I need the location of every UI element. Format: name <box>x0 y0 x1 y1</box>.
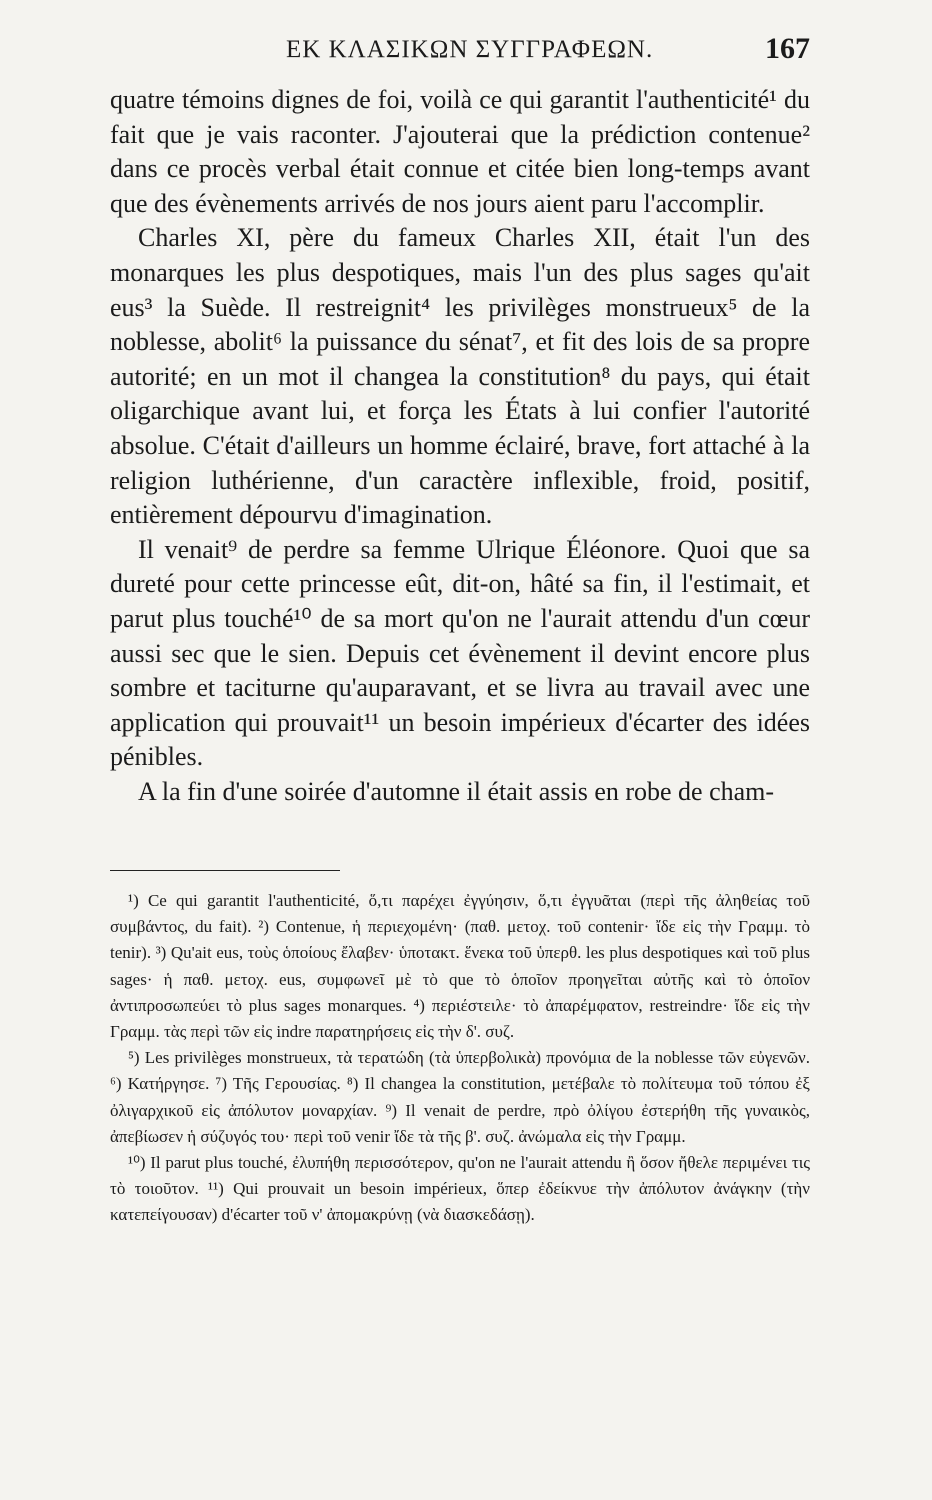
paragraph: A la fin d'une soirée d'automne il était assis en robe de cham- <box>138 776 775 806</box>
running-title: ΕΚ ΚΛΑΣΙΚΩΝ ΣΥΓΓΡΑΦΕΩΝ. <box>286 36 654 63</box>
footnotes <box>110 888 810 1229</box>
main-text <box>110 83 810 809</box>
paragraph: quatre témoins dignes de foi, voilà ce qui garantit l'authenticité¹ du fait que je vais raconter. J'ajouterai que la prédiction contenue² dans ce procès verbal était connue et citée bien long-temps avant que des évènements arrivés de nos jours aient paru l'accomplir. <box>110 85 810 218</box>
page-number: 167 <box>765 32 810 65</box>
paragraph: Il venait⁹ de perdre sa femme Ulrique Éléonore. Quoi que sa dureté pour cette princesse eût, dit-on, hâté sa fin, il l'estimait, et parut plus touché¹⁰ de sa mort qu'on ne l'aurait attendu d'un cœur aussi sec que le sien. Depuis cet évènement il devint encore plus sombre et taciturne qu'auparavant, et se livra au travail avec une application qui prouvait¹¹ un besoin impérieux d'écarter des idées pénibles. <box>110 534 810 772</box>
page-header <box>110 32 810 68</box>
footnote: ¹⁰) Il parut plus touché, ἐλυπήθη περισσότερον, qu'on ne l'aurait attendu ἢ ὅσον ἤθελε περιμένει τις τὸ τοιοῦτον. ¹¹) Qui prouvait un besoin impérieux, ὅπερ ἐδείκνυε τὴν ἀπόλυτον ἀνάγκην (τὴν κατεπείγουσαν) d'écarter τοῦ ν' ἀπομακρύνῃ (νὰ διασκεδάσῃ). <box>110 1153 810 1225</box>
footnote: ⁵) Les privilèges monstrueux, τὰ τερατώδη (τὰ ὑπερβολικὰ) προνόμια de la noblesse τῶν εὐγενῶν. ⁶) Κατήργησε. ⁷) Τῆς Γερουσίας. ⁸) Il changea la constitution, μετέβαλε τὸ πολίτευμα τοῦ τόπου ἐξ ὀλιγαρχικοῦ εἰς ἀπόλυτον μοναρχίαν. ⁹) Il venait de perdre, πρὸ ὀλίγου ἐστερήθη τῆς γυναικὸς, ἀπεβίωσεν ἡ σύζυγός του· περὶ τοῦ venir ἴδε τὰ τῆς β'. συζ. ἀνώμαλα εἰς τὴν Γραμμ. <box>110 1048 810 1146</box>
footnote: ¹) Ce qui garantit l'authenticité, ὅ,τι παρέχει ἐγγύησιν, ὅ,τι ἐγγυᾶται (περὶ τῆς ἀληθείας τοῦ συμβάντος, du fait). ²) Contenue, ἡ περιεχομένη· (παθ. μετοχ. τοῦ contenir· ἴδε εἰς τὴν Γραμμ. τὸ tenir). ³) Qu'ait eus, τοὺς ὁποίους ἔλαβεν· ὑποτακτ. ἕνεκα τοῦ ὑπερθ. les plus despotiques καὶ τοῦ plus sages· ἡ παθ. μετοχ. eus, συμφωνεῖ μὲ τὸ que τὸ ὁποῖον προηγεῖται αὐτῆς καὶ τὸ ὁποῖον ἀντιπροσωπεύει τὸ plus sages monarques. ⁴) περιέστειλε· τὸ ἀπαρέμφατον, restreindre· ἴδε εἰς τὴν Γραμμ. τὰς περὶ τῶν εἰς indre παρατηρήσεις εἰς τὴν δ'. συζ. <box>110 891 810 1042</box>
paragraph: Charles XI, père du fameux Charles XII, était l'un des monarques les plus despotiques, mais l'un des plus sages qu'ait eus³ la Suède. Il restreignit⁴ les privilèges monstrueux⁵ de la noblesse, abolit⁶ la puissance du sénat⁷, et fit des lois de sa propre autorité; en un mot il changea la constitution⁸ du pays, qui était oligarchique avant lui, et força les États à lui confier l'autorité absolue. C'était d'ailleurs un homme éclairé, brave, fort attaché à la religion luthérienne, d'un caractère inflexible, froid, positif, entièrement dépourvu d'imagination. <box>110 223 810 530</box>
footnote-divider <box>110 870 340 871</box>
